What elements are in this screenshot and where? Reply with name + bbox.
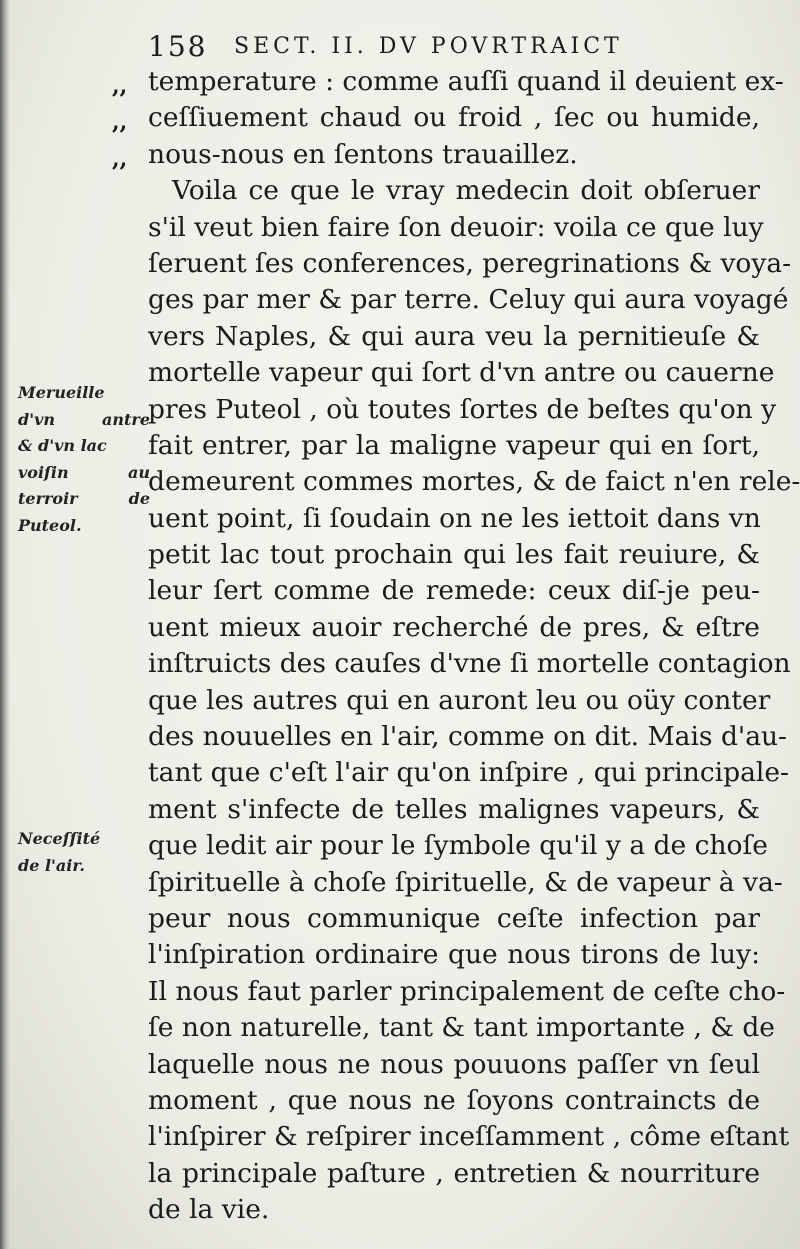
margin-note-word: antre bbox=[102, 409, 150, 429]
text-line: ment s'infecte de telles malignes vapeurs, & bbox=[148, 793, 760, 825]
text-line: la principale paſture , entretien & nourriture bbox=[148, 1157, 760, 1189]
text-line: moment , que nous ne ſoyons contraincts de bbox=[148, 1084, 760, 1116]
page-number: 158 bbox=[148, 30, 208, 63]
text-line: petit lac tout prochain qui les fait reuiure, & bbox=[148, 539, 760, 571]
text-line: tant que c'eſt l'air qu'on inſpire , qui principale- bbox=[148, 757, 790, 789]
quotation-marks bbox=[112, 68, 142, 177]
text-line: laquelle nous ne nous pouuons paſſer vn ſeul bbox=[148, 1048, 760, 1080]
text-line: temperature : comme auſſi quand il deuient ex- bbox=[148, 66, 784, 97]
text-line: que les autres qui en auront leu ou oüy conter bbox=[148, 684, 771, 716]
running-title: SECT. II. DV POVRTRAICT bbox=[234, 34, 623, 59]
text-line: ceſſiuement chaud ou froid , ſec ou humide, bbox=[148, 102, 760, 134]
margin-note-word: voiſin bbox=[18, 462, 69, 482]
text-line: uent mieux auoir recherché de pres, & eſtre bbox=[148, 611, 760, 643]
quote-mark: ,, bbox=[112, 145, 128, 172]
margin-note-merveille bbox=[18, 380, 150, 539]
margin-note-line bbox=[18, 460, 150, 487]
quote-mark: ,, bbox=[112, 109, 128, 136]
text-line: ges par mer & par terre. Celuy qui aura voyagé bbox=[148, 284, 789, 316]
text-line: que ledit air pour le ſymbole qu'il y a de choſe bbox=[148, 830, 768, 862]
margin-note-line: Merueille bbox=[18, 383, 105, 402]
text-line: inſtruicts des cauſes d'vne ſi mortelle contagion bbox=[148, 648, 791, 680]
text-line: Voila ce que le vray medecin doit obſeruer bbox=[172, 175, 760, 207]
text-line: nous-nous en ſentons trauaillez. bbox=[148, 138, 578, 170]
text-line: peur nous communique ceſte infection par bbox=[148, 902, 760, 934]
margin-note-line bbox=[18, 407, 150, 434]
margin-note-word: d'vn bbox=[18, 409, 56, 429]
text-line: Il nous faut parler principalement de ceſte cho- bbox=[148, 975, 786, 1007]
text-line: l'inſpirer & reſpirer inceſſamment , côme eſtant bbox=[148, 1121, 790, 1153]
margin-note-line: Puteol. bbox=[18, 515, 82, 535]
margin-note-word: au bbox=[128, 462, 150, 482]
margin-note-line: Neceſſité bbox=[18, 829, 101, 848]
text-line: vers Naples, & qui aura veu la pernitieuſe & bbox=[148, 320, 760, 352]
page-header bbox=[148, 30, 668, 66]
margin-note-line: de l'air. bbox=[18, 855, 85, 875]
text-line: mortelle vapeur qui ſort d'vn antre ou cauerne bbox=[148, 357, 775, 389]
text-line: l'inſpiration ordinaire que nous tirons de luy: bbox=[148, 939, 760, 971]
text-line: demeurent commes mortes, & de faict n'en rele- bbox=[148, 466, 800, 498]
text-line: pres Puteol , où toutes ſortes de beſtes qu'on y bbox=[148, 393, 777, 425]
text-line: uent point, ſi ſoudain on ne les iettoit dans vn bbox=[148, 502, 761, 534]
margin-note-word: terroir bbox=[18, 489, 78, 508]
margin-note-line bbox=[18, 486, 150, 513]
margin-note-necessite bbox=[18, 826, 150, 879]
text-line: des nouuelles en l'air, comme on dit. Mais d'au- bbox=[148, 721, 788, 753]
page-gutter-shadow bbox=[0, 0, 10, 1249]
text-line: leur ſert comme de remede: ceux diſ-je peu- bbox=[148, 575, 760, 607]
text-line: ſeruent ſes conferences, peregrinations & voya- bbox=[148, 247, 792, 279]
quote-mark: ,, bbox=[112, 73, 128, 99]
text-line: ſpirituelle à choſe ſpirituelle, & de vapeur à va- bbox=[148, 866, 783, 898]
margin-note-line: & d'vn lac bbox=[18, 436, 107, 455]
text-line: de la vie. bbox=[148, 1194, 270, 1226]
text-line: ſe non naturelle, tant & tant importante , & de bbox=[148, 1012, 775, 1044]
margin-note-word: de bbox=[128, 489, 150, 508]
text-line: fait entrer, par la maligne vapeur qui en ſort, bbox=[148, 429, 760, 461]
body-text bbox=[148, 64, 800, 1229]
text-line: s'il veut bien faire ſon deuoir: voila ce que luy bbox=[148, 211, 764, 243]
